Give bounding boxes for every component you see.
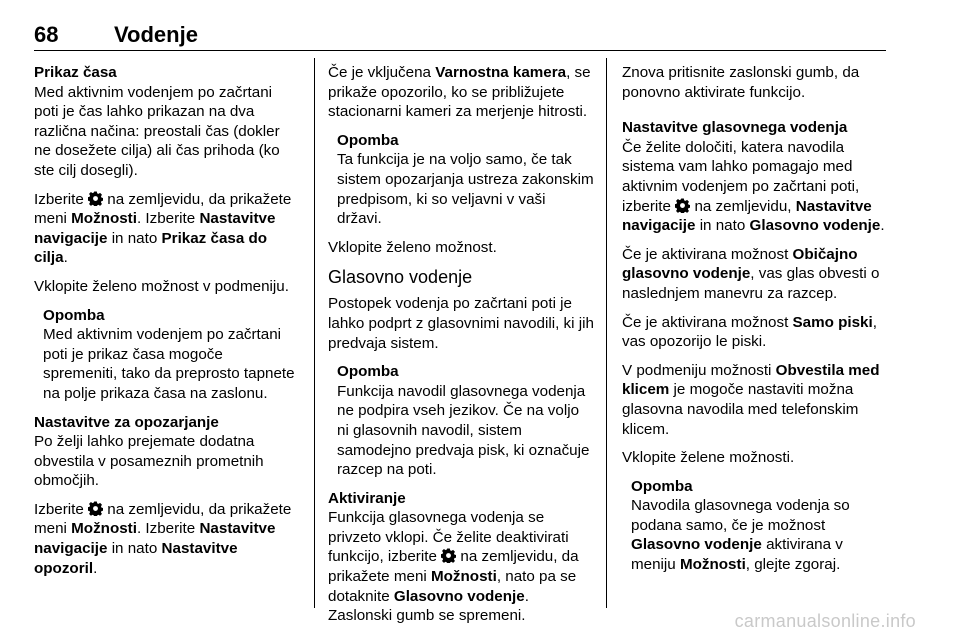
paragraph-alerts: Po želji lahko prejemate dodatna obvestila v posameznih prometnih območjih. xyxy=(34,433,264,490)
paragraph-activation: Funkcija glasovnega vodenja se privzeto vklopi. Če želite deaktivirati funkcijo, izberite na zemljevidu, da prikažete meni Možnosti, nato pa se dotaknite Glasovno vodenje. xyxy=(328,509,579,605)
paragraph-voice-settings: Če želite določiti, katera navodila sistema vam lahko pomagajo med aktivnim vodenjem po začrtani poti, izberite na zemljevidu, Nastavitve navigacije in nato Glasovno vodenje. xyxy=(622,138,885,235)
paragraph-enable-option: Vklopite želeno možnost v podmeniju. xyxy=(34,277,289,295)
gear-icon xyxy=(675,198,690,213)
column-2 xyxy=(328,63,594,635)
note-body: Funkcija navodil glasovnega vodenja ne podpira vseh jezikov. Če na voljo ni glasovnih navodil, sistem samodejno predvaja pisk, ki označuje razcep na poti. xyxy=(337,382,590,479)
section-heading-voice-settings: Nastavitve glasovnega vodenja xyxy=(622,119,848,137)
gear-icon xyxy=(88,191,103,206)
paragraph-select-alert-settings: Izberite na zemljevidu, da prikažete meni Možnosti. Izberite Nastavitve navigacije in nato Nastavitve opozoril. xyxy=(34,500,292,577)
chapter-title: Vodenje xyxy=(114,22,198,47)
section-heading-voice-guidance: Glasovno vodenje xyxy=(328,267,473,288)
paragraph-enable-option: Vklopite želeno možnost. xyxy=(328,238,497,256)
page-header xyxy=(34,22,886,52)
note-time-display xyxy=(43,306,298,404)
note-title: Opomba xyxy=(43,306,105,324)
column-1 xyxy=(34,63,298,587)
note-title: Opomba xyxy=(337,131,399,149)
note-body: Navodila glasovnega vodenja so podana samo, če je možnost Glasovno vodenje aktivirana v meniju Možnosti, glejte zgoraj. xyxy=(631,497,850,574)
note-body: Med aktivnim vodenjem po začrtani poti je prikaz časa mogoče spremeniti, tako da preprosto tapnete na polje prikaza časa na zaslonu. xyxy=(43,326,295,402)
paragraph-beeps-only: Če je aktivirana možnost Samo piski, vas opozorijo le piski. xyxy=(622,313,877,351)
note-title: Opomba xyxy=(631,477,693,495)
paragraph-safety-camera: Če je vključena Varnostna kamera, se prikaže opozorilo, ko se približujete stacionarni kameri za merjenje hitrosti. xyxy=(328,64,591,121)
paragraph-enable-options: Vklopite želene možnosti. xyxy=(622,449,795,467)
page-number: 68 xyxy=(34,22,59,47)
header-rule xyxy=(34,50,886,51)
paragraph-normal-guidance: Če je aktivirana možnost Običajno glasovno vodenje, vas glas obvesti o naslednjem manevru za razcep. xyxy=(622,245,880,302)
paragraph-arrival-time: Med aktivnim vodenjem po začrtani poti je čas lahko prikazan na dva različna načina: preostali čas (dokler ne dosežete cilja) ali čas prihoda (ko ste cilj dosegli). xyxy=(34,83,280,179)
note-languages xyxy=(337,362,594,480)
gear-icon xyxy=(441,548,456,563)
column-3 xyxy=(622,63,888,584)
paragraph-voice-guidance: Postopek vodenja po začrtani poti je lahko podprt z glasovnimi navodili, ki jih predvaja sistem. xyxy=(328,295,594,352)
paragraph-press-again: Znova pritisnite zaslonski gumb, da ponovno aktivirate funkcijo. xyxy=(622,64,860,101)
note-legal xyxy=(337,131,594,229)
note-title: Opomba xyxy=(337,363,399,381)
note-voice-active xyxy=(631,477,888,575)
section-heading-activation: Aktiviranje xyxy=(328,489,406,507)
paragraph-call-notifications: V podmeniju možnosti Obvestila med klicem je mogoče nastaviti možna glasovna navodila med telefonskim klicem. xyxy=(622,361,880,438)
paragraph-button-changes: Zaslonski gumb se spremeni. xyxy=(328,607,526,625)
section-heading-arrival-time: Prikaz časa xyxy=(34,64,117,81)
section-heading-alerts: Nastavitve za opozarjanje xyxy=(34,413,219,431)
column-divider-1 xyxy=(314,58,315,608)
note-body: Ta funkcija je na voljo samo, če tak sistem opozarjanja ustreza zakonskim predpisom, ki so veljavni v vaši državi. xyxy=(337,151,594,228)
paragraph-select-time-option: Izberite na zemljevidu, da prikažete meni Možnosti. Izberite Nastavitve navigacije in nato Prikaz časa do cilja. xyxy=(34,190,292,267)
gear-icon xyxy=(88,501,103,516)
watermark-text: carmanualsonline.info xyxy=(734,611,916,631)
column-divider-2 xyxy=(606,58,607,608)
